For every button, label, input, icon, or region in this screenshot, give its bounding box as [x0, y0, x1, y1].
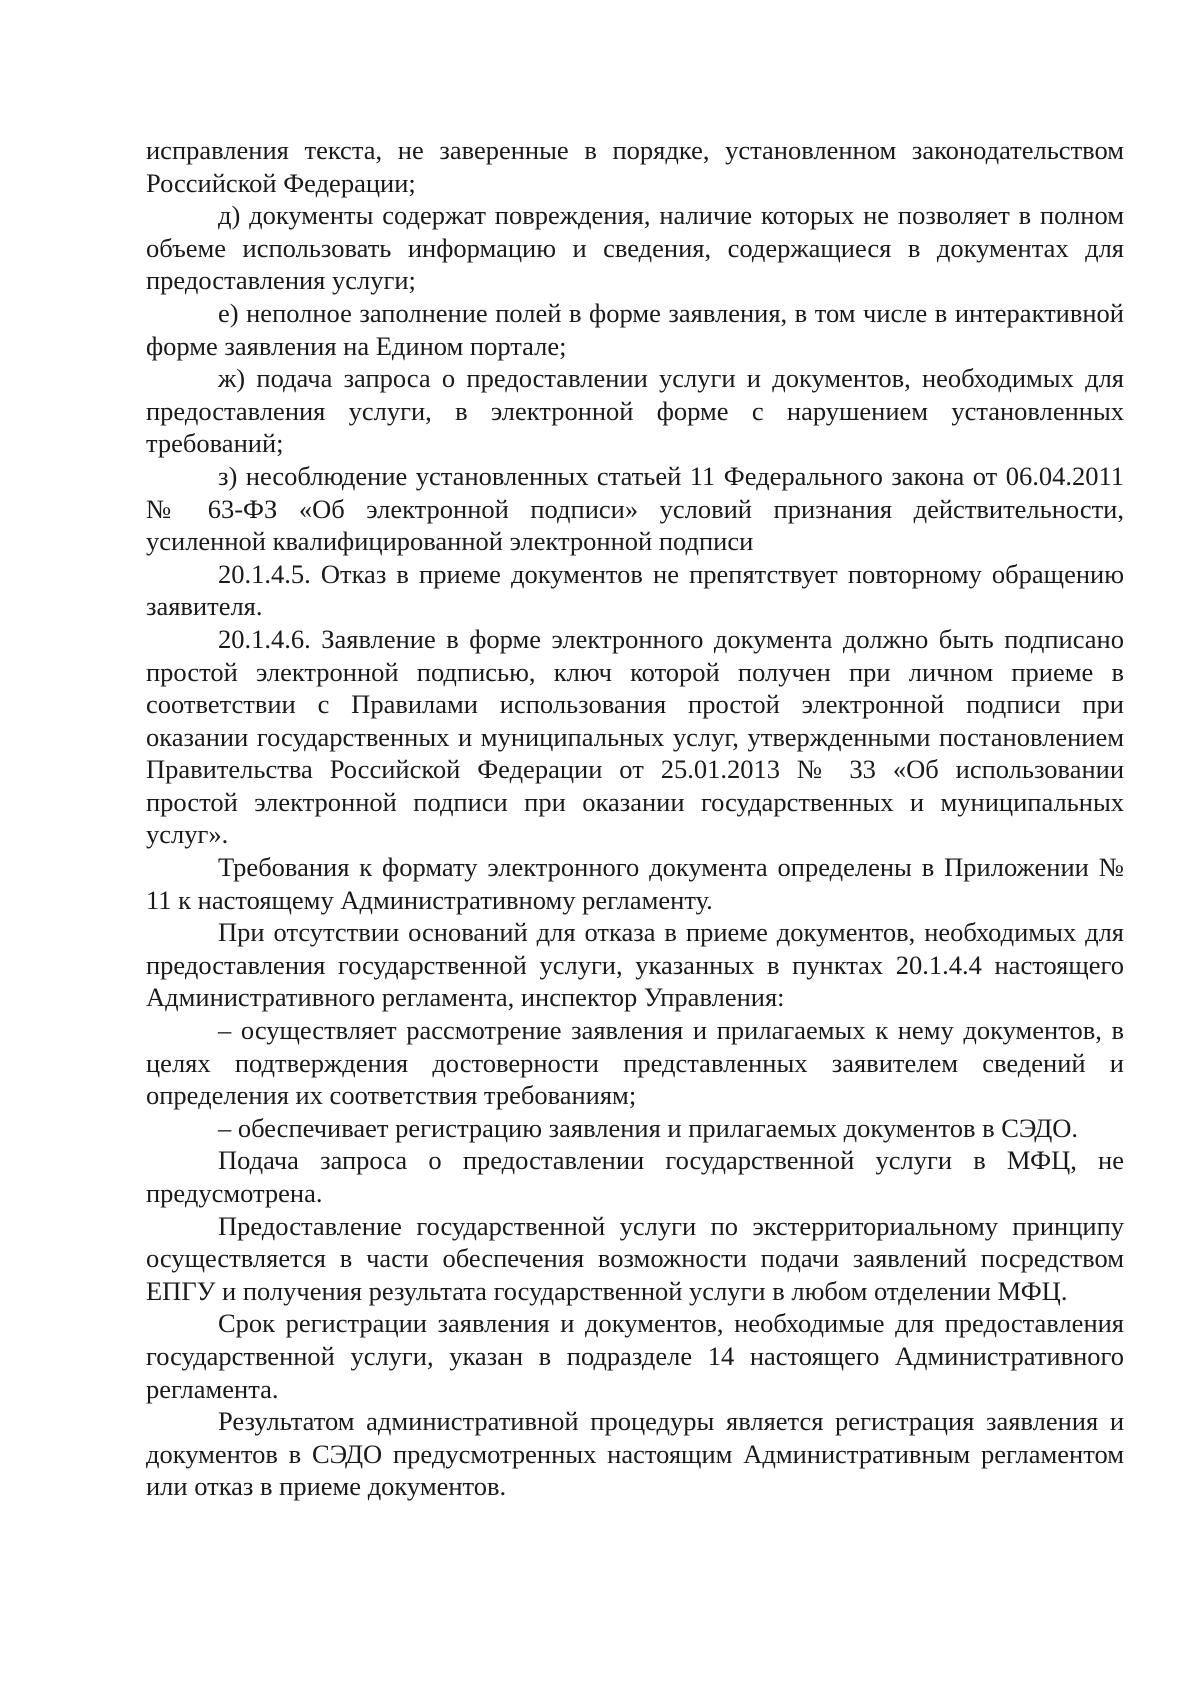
paragraph-format-requirements: Требования к формату электронного документа определены в Приложении № 11 к настоящему Административному регламенту. [146, 852, 1124, 915]
paragraph-no-refusal-grounds: При отсутствии оснований для отказа в приеме документов, необходимых для предоставления государственной услуги, указанных в пунктах 20.1.4.4 настоящего Административного регламента, инспектор Управления: [146, 917, 1124, 1013]
paragraph-dash-review: – осуществляет рассмотрение заявления и прилагаемых к нему документов, в целях подтверждения достоверности представленных заявителем сведений и определения их соответствия требованиям; [146, 1015, 1124, 1111]
paragraph-item-d: д) документы содержат повреждения, наличие которых не позволяет в полном объеме использовать информацию и сведения, содержащиеся в документах для предоставления услуги; [146, 200, 1124, 296]
paragraph-registration-term: Срок регистрации заявления и документов, необходимые для предоставления государственной услуги, указан в подразделе 14 настоящего Административного регламента. [146, 1308, 1124, 1404]
paragraph-procedure-result: Результатом административной процедуры является регистрация заявления и документов в СЭДО предусмотренных настоящим Административным регламентом или отказ в приеме документов. [146, 1406, 1124, 1502]
paragraph-continuation: исправления текста, не заверенные в порядке, установленном законодательством Российской Федерации; [146, 135, 1124, 198]
document-page [146, 134, 1124, 1503]
paragraph-20-1-4-5: 20.1.4.5. Отказ в приеме документов не препятствует повторному обращению заявителя. [146, 558, 1124, 622]
paragraph-item-zh: ж) подача запроса о предоставлении услуги и документов, необходимых для предоставления услуги, в электронной форме с нарушением установленных требований; [146, 363, 1124, 459]
paragraph-extraterritorial: Предоставление государственной услуги по экстерриториальному принципу осуществляется в части обеспечения возможности подачи заявлений посредством ЕПГУ и получения результата государственной услуги в любом отделении МФЦ. [146, 1210, 1124, 1306]
paragraph-item-e: е) неполное заполнение полей в форме заявления, в том числе в интерактивной форме заявления на Едином портале; [146, 297, 1124, 361]
paragraph-20-1-4-6: 20.1.4.6. Заявление в форме электронного документа должно быть подписано простой электронной подписью, ключ которой получен при личном приеме в соответствии с Правилами использования простой электронной подписи при оказании государственных и муниципальных услуг, утвержденными постановлением Правительства Российской Федерации от 25.01.2013 № 33 «Об использовании простой электронной подписи при оказании государственных и муниципальных услуг». [146, 623, 1124, 850]
paragraph-dash-registration: – обеспечивает регистрацию заявления и прилагаемых документов в СЭДО. [218, 1112, 1079, 1143]
paragraph-mfc-not-provided: Подача запроса о предоставлении государственной услуги в МФЦ, не предусмотрена. [146, 1145, 1124, 1208]
paragraph-item-z: з) несоблюдение установленных статьей 11 Федерального закона от 06.04.2011 № 63-ФЗ «Об электронной подписи» условий признания действительности, усиленной квалифицированной электронной подписи [146, 460, 1124, 557]
